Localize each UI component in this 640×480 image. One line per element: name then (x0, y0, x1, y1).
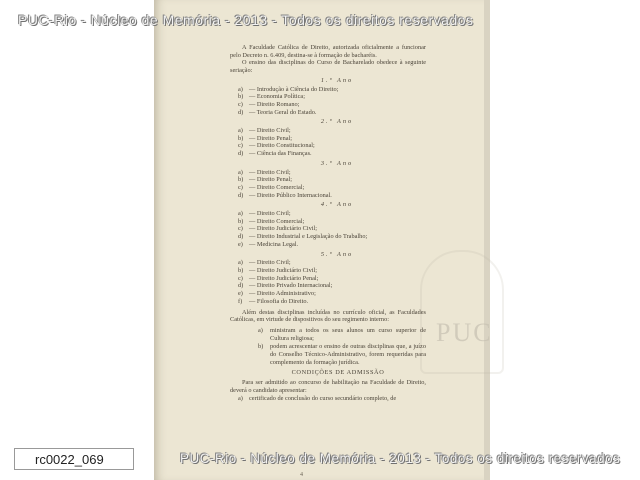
list-item: a) — Introdução à Ciência do Direito; (238, 85, 339, 93)
list-item: c) — Direito Judiciário Civil; (238, 225, 318, 233)
list-item: d) — Teoria Geral do Estado. (238, 108, 317, 116)
intro-paragraph-1: A Faculdade Católica de Direito, autorizada oficialmente a funcionar pelo Decreto n. 6.409, destina-se à formação de bacharéis. (230, 44, 426, 59)
document-text (230, 44, 426, 402)
list-item: c) — Direito Romano; (238, 100, 300, 108)
document-code-label: rc0022_069 (14, 448, 134, 470)
list-item: f) — Filosofia do Direito. (238, 297, 309, 305)
year-heading: 4.º Ano (320, 201, 354, 209)
intro-paragraph-2: O ensino das disciplinas do Curso de Bacharelado obedece à seguinte seriação: (230, 59, 426, 75)
list-item: d) — Direito Público Internacional. (238, 191, 332, 199)
watermark-bottom: PUC-Rio - Núcleo de Memória - 2013 - Todos os direitos reservados (180, 451, 621, 466)
year-1-section (230, 77, 426, 117)
list-item: a) — Direito Civil; (238, 210, 291, 218)
year-5-section (230, 251, 426, 306)
list-item: e) — Medicina Legal. (238, 240, 299, 248)
list-item: b) — Direito Penal; (238, 176, 293, 184)
list-item: a) — Direito Civil; (238, 127, 291, 135)
list-item: b) — Direito Judiciário Civil; (238, 266, 318, 274)
list-item: b) podem acrescentar o ensino de outras disciplinas que, a juízo do Conselho Técnico-Administrativo, forem requeridas para complemento da formação jurídica. (258, 343, 426, 366)
year-heading: 3.º Ano (320, 159, 354, 167)
list-item: b) — Economia Política; (238, 93, 305, 101)
year-4-section (230, 201, 426, 248)
list-item: d) — Direito Privado Internacional; (238, 282, 333, 290)
extra-disciplines-paragraph: Além destas disciplinas incluídas no currículo oficial, as Faculdades Católicas, em virtude de dispositivos do seu regimento interno: (230, 308, 426, 324)
background-seal-mark (420, 250, 504, 374)
list-item: a) — Direito Civil; (238, 259, 291, 267)
list-item: c) — Direito Constitucional; (238, 142, 315, 150)
list-item: b) — Direito Comercial; (238, 217, 305, 225)
list-item: a) certificado de conclusão do curso secundário completo, de (238, 394, 397, 402)
admission-heading: CONDIÇÕES DE ADMISSÃO (291, 369, 385, 377)
year-heading: 1.º Ano (320, 76, 354, 84)
year-heading: 2.º Ano (320, 118, 354, 126)
watermark-top: PUC-Rio - Núcleo de Memória - 2013 - Todos os direitos reservados (18, 12, 474, 28)
admission-paragraph: Para ser admitido ao concurso de habilitação na Faculdade de Direito, deverá o candidato apresentar: (230, 379, 426, 394)
list-item: d) — Direito Industrial e Legislação do Trabalho; (238, 233, 368, 241)
list-item: c) — Direito Judiciário Penal; (238, 274, 319, 282)
list-item: d) — Ciência das Finanças. (238, 150, 312, 158)
year-3-section (230, 160, 426, 200)
list-item: e) — Direito Administrativo; (238, 290, 316, 298)
list-item: b) — Direito Penal; (238, 134, 293, 142)
page-number: 4 (300, 472, 303, 478)
year-heading: 5.º Ano (320, 250, 354, 258)
list-item: c) — Direito Comercial; (238, 183, 305, 191)
year-2-section (230, 118, 426, 158)
page-edge (484, 0, 490, 480)
list-item: a) ministram a todos os seus alunos um curso superior de Cultura religiosa; (258, 326, 426, 342)
list-item: a) — Direito Civil; (238, 168, 291, 176)
background-watermark-text: PUC (436, 318, 493, 347)
